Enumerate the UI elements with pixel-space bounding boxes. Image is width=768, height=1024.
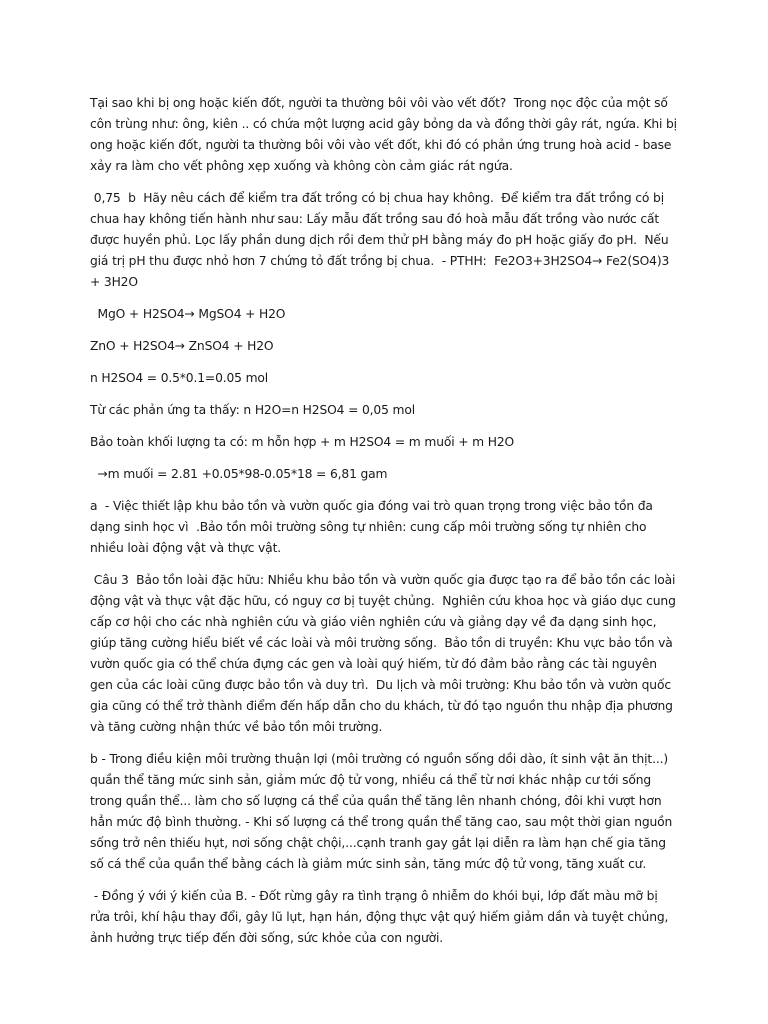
paragraph-insect-sting: Tại sao khi bị ong hoặc kiến đốt, người ta thường bôi vôi vào vết đốt? Trong nọc độc của một số côn trùng như: ông, kiên .. có chứa một lượng acid gây bỏng da và đồng thời gây rát, ngứa. Khi bị ong hoặc kiến đốt, người ta thường bôi vôi vào vết đốt, khi đó có phản ứng trung hoà acid - base xảy ra làm cho vết phông xẹp xuống và không còn cảm giác rát ngứa. xyxy=(90,96,681,173)
equation-mgo: MgO + H2SO4→ MgSO4 + H2O xyxy=(90,307,286,321)
document-page xyxy=(90,93,680,960)
paragraph-conservation-a: a - Việc thiết lập khu bảo tồn và vườn quốc gia đóng vai trò quan trọng trong việc bảo tồn đa dạng sinh học vì .Bảo tồn môi trường sông tự nhiên: cung cấp môi trường sống tự nhiên cho nhiều loài động vật và thực vật. xyxy=(90,499,657,555)
calc-moles-h2so4: n H2SO4 = 0.5*0.1=0.05 mol xyxy=(90,371,269,385)
paragraph-forest-burning: - Đồng ý với ý kiến của B. - Đốt rừng gây ra tình trạng ô nhiễm do khói bụi, lớp đất màu mỡ bị rửa trôi, khí hậu thay đổi, gây lũ lụt, hạn hán, động thực vật quý hiếm giảm dần và tuyệt chủng, ảnh hưởng trực tiếp đến đời sống, sức khỏe của con người. xyxy=(90,889,673,945)
paragraph-soil-acidity: 0,75 b Hãy nêu cách để kiểm tra đất trồng có bị chua hay không. Để kiểm tra đất trồng có bị chua hay không tiến hành như sau: Lấy mẫu đất trồng sau đó hoà mẫu đất trồng vào nước cất được huyền phủ. Lọc lấy phần dung dịch rồi đem thử pH bằng máy đo pH hoặc giấy đo pH. Nếu giá trị pH thu được nhỏ hơn 7 chứng tỏ đất trồng bị chua. - PTHH: Fe2O3+3H2SO4→ Fe2(SO4)3 + 3H2O xyxy=(90,191,673,289)
paragraph-question-3: Câu 3 Bảo tồn loài đặc hữu: Nhiều khu bảo tồn và vườn quốc gia được tạo ra để bảo tồn các loài động vật và thực vật đặc hữu, có nguy cơ bị tuyệt chủng. Nghiên cứu khoa học và giáo dục cung cấp cơ hội cho các nhà nghiên cứu và giáo viên nghiên cứu và giảng dạy về đa dạng sinh học, giúp tăng cường hiểu biết về các loài và môi trường sống. Bảo tồn di truyền: Khu vực bảo tồn và vườn quốc gia có thể chứa đựng các gen và loài quý hiếm, từ đó đảm bảo rằng các tài nguyên gen của các loài cũng được bảo tồn và duy trì. Du lịch và môi trường: Khu bảo tồn và vườn quốc gia cũng có thể trở thành điểm đến hấp dẫn cho du khách, từ đó tạo nguồn thu nhập địa phương và tăng cường nhận thức về bảo tồn môi trường. xyxy=(90,573,680,734)
paragraph-population-b: b - Trong điều kiện môi trường thuận lợi (môi trường có nguồn sống dồi dào, ít sinh vật ăn thịt...) quần thể tăng mức sinh sản, giảm mức độ tử vong, nhiều cá thể từ nơi khác nhập cư tới sống trong quần thể... làm cho số lượng cá thể của quần thể tăng lên nhanh chóng, đôi khi vượt hơn hẳn mức độ bình thường. - Khi số lượng cá thể trong quần thể tăng cao, sau một thời gian nguồn sống trở nên thiếu hụt, nơi sống chật chội,...cạnh tranh gay gắt lại diễn ra làm hạn chế gia tăng số cá thể của quần thể bằng cách là giảm mức sinh sản, tăng mức độ tử vong, tăng xuất cư. xyxy=(90,752,676,871)
calc-salt-mass: →m muối = 2.81 +0.05*98-0.05*18 = 6,81 gam xyxy=(90,467,388,481)
mass-conservation: Bảo toàn khối lượng ta có: m hỗn hợp + m H2SO4 = m muối + m H2O xyxy=(90,435,515,449)
equation-zno: ZnO + H2SO4→ ZnSO4 + H2O xyxy=(90,339,274,353)
calc-moles-h2o: Từ các phản ứng ta thấy: n H2O=n H2SO4 = 0,05 mol xyxy=(90,403,415,417)
